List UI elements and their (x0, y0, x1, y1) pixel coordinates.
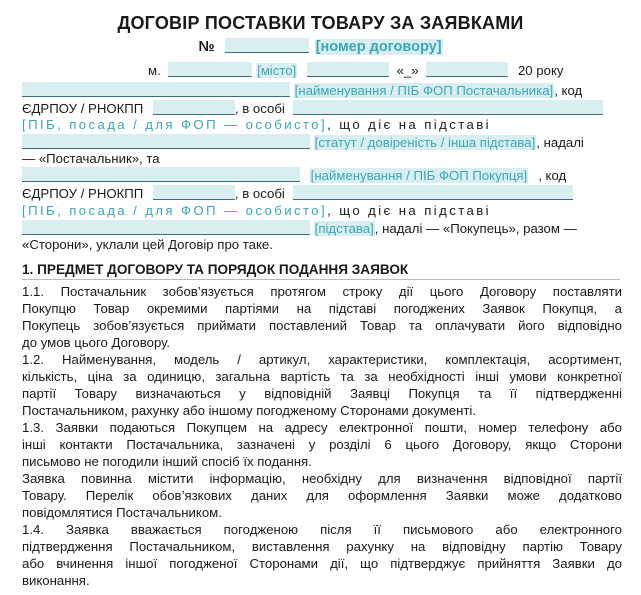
buyer-name-line (22, 167, 622, 184)
sides-line: «Сторони», уклали цей Договір про таке. (22, 237, 273, 252)
supplier-edrpou-line (22, 100, 622, 117)
supplier-edrpou-field[interactable] (153, 100, 235, 115)
supplier-basis-field[interactable] (22, 134, 310, 149)
section-line: письмово не погодили інший спосіб їх подання. (22, 454, 312, 469)
buyer-edrpou-label: ЄДРПОУ / РНОКПП (22, 186, 144, 201)
section-line: партії Товару визначаються у відповідній Заявці Покупця та її підтвердженні (22, 386, 622, 401)
buyer-basis-line (22, 220, 622, 237)
section-heading: 1. ПРЕДМЕТ ДОГОВОРУ ТА ПОРЯДОК ПОДАННЯ ЗАЯВОК (22, 262, 409, 277)
buyer-person-line (22, 203, 622, 219)
buyer-person-placeholder: [ПІБ, посада / для ФОП — особисто] (22, 203, 328, 218)
section-line: Покупець зобов’язується приймати поставлений Товар та оплачувати його відповідно (22, 318, 622, 333)
buyer-acts-basis-label: , що діє на підставі (327, 203, 491, 218)
supplier-name-field[interactable] (22, 82, 290, 97)
section-line: виконання. (22, 573, 90, 588)
city-field[interactable] (168, 62, 252, 77)
city-placeholder: [місто] (257, 63, 297, 78)
supplier-basis-placeholder: [статут / довіреність / інша підстава] (314, 135, 536, 150)
section-line: або вчинення іншої погодженої Сторонами дії, що підтверджує прийняття Заявки до (22, 556, 622, 571)
contract-number-placeholder: [номер договору] (315, 39, 442, 55)
date-day-quotes: «_» (396, 63, 419, 78)
city-prefix: м. (148, 63, 161, 78)
supplier-basis-line (22, 134, 622, 151)
section-line: підтвердження Постачальником, виставлення рахунку на відповідну партію Товару (22, 539, 622, 554)
supplier-acts-basis-label: , що діє на підставі (327, 117, 491, 132)
section-line: кількість, ціна за одиницю, загальна вартість та за необхідності інші умови конкретної (22, 369, 622, 384)
section-line: Товару. Перелік обов’язкових даних для оформлення Заявки може додатково (22, 488, 622, 503)
buyer-name-field[interactable] (22, 167, 300, 182)
section-line: до умов цього Договору. (22, 335, 171, 350)
document-title: ДОГОВІР ПОСТАВКИ ТОВАРУ ЗА ЗАЯВКАМИ (117, 13, 524, 33)
section-divider (22, 279, 620, 280)
supplier-edrpou-label: ЄДРПОУ / РНОКПП (22, 101, 144, 116)
supplier-hereinafter-label: , надалі (536, 135, 584, 150)
supplier-person-placeholder: [ПІБ, посада / для ФОП — особисто] (22, 117, 328, 132)
section-line: Заявка повинна містити інформацію, необхідну для визначення відповідної партії (22, 471, 622, 486)
supplier-alias-line: — «Постачальник», та (22, 151, 160, 166)
section-line: 1.4. Заявка вважається погодженою після її письмового або електронного (22, 522, 622, 537)
section-line: Покупцю Товар окремими партіями на підставі погоджених Заявок Покупця, а (22, 301, 622, 316)
contract-number-line (0, 38, 641, 55)
section-line: 1.3. Заявки подаються Покупцем на адресу електронної пошти, номер телефону або (22, 420, 622, 435)
section-line: інші контакти Постачальника, зазначені у розділі 6 цього Договору, якщо Сторони (22, 437, 622, 452)
buyer-alias-label: , надалі — «Покупець», разом — (374, 221, 577, 236)
date-day-field[interactable] (307, 62, 389, 77)
section-line: Постачальником, рахунку або іншому погодженому Сторонами документі. (22, 403, 477, 418)
contract-number-field[interactable] (225, 38, 309, 53)
buyer-name-placeholder: [найменування / ПІБ ФОП Покупця] (310, 168, 528, 183)
supplier-name-line (22, 82, 622, 99)
supplier-name-placeholder: [найменування / ПІБ ФОП Постачальника] (294, 83, 554, 98)
section-line: 1.1. Постачальник зобов’язується протягом строку дії цього Договору поставляти (22, 284, 622, 299)
buyer-edrpou-line (22, 185, 622, 202)
number-sign: № (198, 39, 215, 55)
supplier-code-label: , код (554, 83, 583, 98)
buyer-basis-placeholder: [підстава] (314, 221, 374, 236)
supplier-in-person-label: , в особі (234, 101, 285, 116)
date-month-field[interactable] (426, 62, 508, 77)
buyer-code-label: , код (538, 168, 567, 183)
buyer-basis-field[interactable] (22, 220, 310, 235)
section-line: повідомлятися Постачальником. (22, 505, 222, 520)
supplier-person-line (22, 117, 622, 133)
section-line: 1.2. Найменування, модель / артикул, характеристики, комплектація, асортимент, (22, 352, 622, 367)
buyer-representative-field[interactable] (293, 185, 573, 200)
city-date-line (148, 62, 608, 79)
buyer-in-person-label: , в особі (234, 186, 285, 201)
year-label: 20 року (517, 63, 564, 78)
supplier-representative-field[interactable] (293, 100, 603, 115)
buyer-edrpou-field[interactable] (153, 185, 235, 200)
